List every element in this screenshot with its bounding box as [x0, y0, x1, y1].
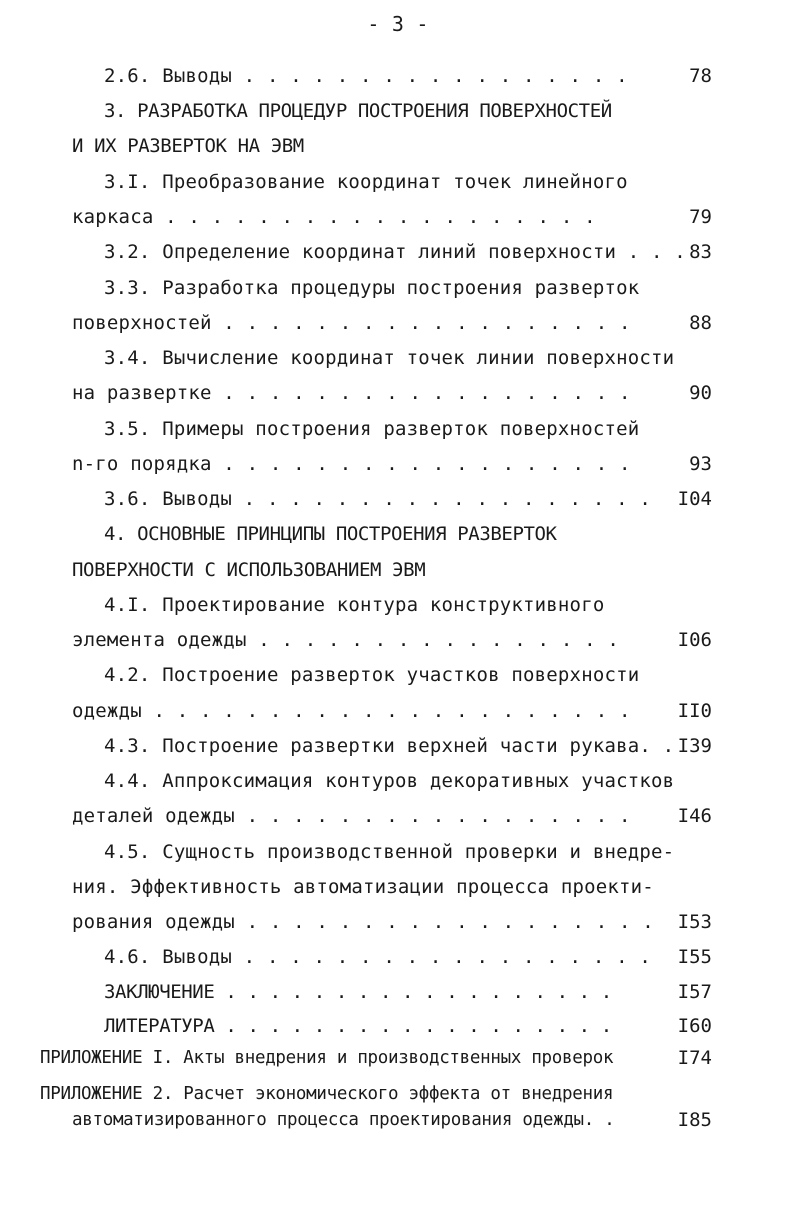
- toc-entry-text: 4.4. Аппроксимация контуров декоративных участков: [104, 770, 675, 792]
- toc-entry-page: I06: [677, 629, 712, 651]
- toc-entry-text: 4.6. Выводы . . . . . . . . . . . . . . . . . .: [104, 946, 652, 968]
- toc-entry-text: каркаса . . . . . . . . . . . . . . . . . . .: [72, 206, 596, 228]
- toc-entry-text: 2.6. Выводы . . . . . . . . . . . . . . . . .: [104, 65, 628, 87]
- toc-entry-text: 3.I. Преобразование координат точек линейного: [104, 171, 628, 193]
- toc-entry-text: рования одежды . . . . . . . . . . . . . . . . . .: [72, 911, 654, 933]
- toc-chapter-heading: И ИХ РАЗВЕРТОК НА ЭВМ: [72, 135, 304, 157]
- toc-entry-text: 3.4. Вычисление координат точек линии поверхности: [104, 347, 675, 369]
- toc-entry-text: 3.2. Определение координат линий поверхности . . .: [104, 241, 686, 263]
- toc-entry-text: ЛИТЕРАТУРА . . . . . . . . . . . . . . . . . .: [104, 1015, 612, 1037]
- toc-entry-page: II0: [677, 700, 712, 722]
- toc-chapter-heading: 4. ОСНОВНЫЕ ПРИНЦИПЫ ПОСТРОЕНИЯ РАЗВЕРТОК: [104, 523, 557, 545]
- toc-entry-page: 90: [689, 382, 712, 404]
- toc-chapter-heading: 3. РАЗРАБОТКА ПРОЦЕДУР ПОСТРОЕНИЯ ПОВЕРХНОСТЕЙ: [104, 100, 612, 122]
- toc-entry-text: на развертке . . . . . . . . . . . . . . . . . .: [72, 382, 631, 404]
- toc-entry-page: I74: [677, 1047, 712, 1069]
- toc-entry-page: I46: [677, 805, 712, 827]
- toc-appendix-text: ПРИЛОЖЕНИЕ I. Акты внедрения и производственных проверок: [40, 1048, 614, 1068]
- toc-entry-text: элемента одежды . . . . . . . . . . . . . . . .: [72, 629, 620, 651]
- toc-entry-text: 4.2. Построение разверток участков поверхности: [104, 664, 640, 686]
- toc-entry-text: ЗАКЛЮЧЕНИЕ . . . . . . . . . . . . . . . . . .: [104, 981, 612, 1003]
- toc-entry-text: 4.I. Проектирование контура конструктивного: [104, 594, 605, 616]
- toc-entry-page: I85: [677, 1109, 712, 1131]
- toc-entry-text: 3.5. Примеры построения разверток поверхностей: [104, 418, 640, 440]
- toc-entry-text: n-го порядка . . . . . . . . . . . . . . . . . .: [72, 453, 631, 475]
- toc-entry-text: 3.6. Выводы . . . . . . . . . . . . . . . . . .: [104, 488, 652, 510]
- toc-appendix-text: автоматизированного процесса проектирования одежды. .: [72, 1110, 615, 1130]
- toc-appendix-text: ПРИЛОЖЕНИЕ 2. Расчет экономического эффекта от внедрения: [40, 1084, 614, 1104]
- toc-entry-page: 83: [689, 241, 712, 263]
- toc-entry-page: 93: [689, 453, 712, 475]
- toc-entry-text: ния. Эффективность автоматизации процесса проекти-: [72, 876, 654, 898]
- toc-entry-page: 79: [689, 206, 712, 228]
- toc-entry-text: 4.3. Построение развертки верхней части рукава. .: [104, 735, 675, 757]
- page-number: - 3 -: [367, 12, 429, 36]
- toc-entry-text: одежды . . . . . . . . . . . . . . . . . . . . .: [72, 700, 631, 722]
- toc-entry-page: 88: [689, 312, 712, 334]
- toc-entry-text: деталей одежды . . . . . . . . . . . . . . . . .: [72, 805, 631, 827]
- toc-entry-page: I57: [677, 981, 712, 1003]
- toc-chapter-heading: ПОВЕРХНОСТИ С ИСПОЛЬЗОВАНИЕМ ЭВМ: [72, 559, 426, 581]
- toc-entry-page: 78: [689, 65, 712, 87]
- toc-entry-text: 4.5. Сущность производственной проверки и внедре-: [104, 841, 675, 863]
- toc-entry-text: 3.3. Разработка процедуры построения разверток: [104, 277, 640, 299]
- toc-entry-page: I39: [677, 735, 712, 757]
- toc-entry-page: I53: [677, 911, 712, 933]
- toc-entry-text: поверхностей . . . . . . . . . . . . . . . . . .: [72, 312, 631, 334]
- toc-entry-page: I60: [677, 1015, 712, 1037]
- toc-entry-page: I55: [677, 946, 712, 968]
- toc-entry-page: I04: [677, 488, 712, 510]
